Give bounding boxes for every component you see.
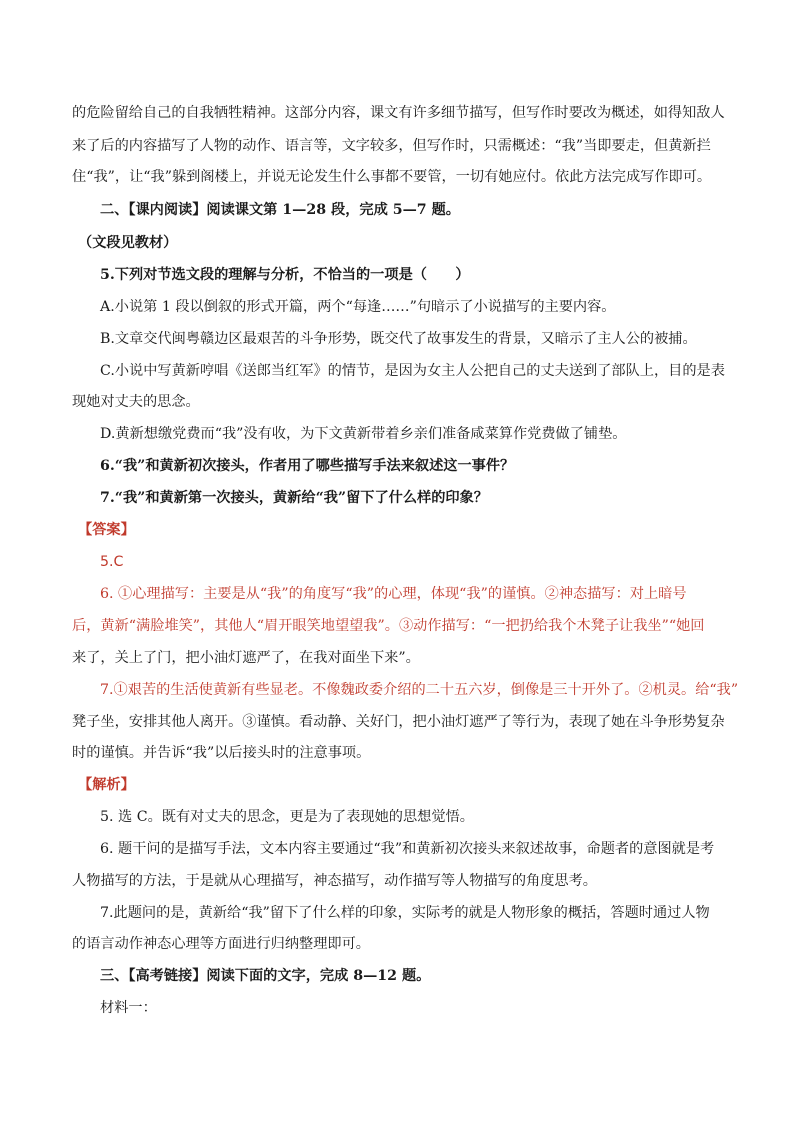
question-7: 7.“我”和黄新第一次接头，黄新给“我”留下了什么样的印象？ [100, 490, 488, 506]
section-heading: 三、【高考链接】阅读下面的文字，完成 8—12 题。 [100, 968, 431, 984]
paragraph-line: 来了后的内容描写了人物的动作、语言等，文字较多，但写作时，只需概述：“我”当即要走，但黄新拦 [72, 138, 711, 154]
answer-5: 5.C [100, 554, 124, 570]
answer-6-cont: 来了，关上了门，把小油灯遮严了，在我对面坐下来”。 [72, 650, 420, 666]
question-5: 5.下列对节选文段的理解与分析，不恰当的一项是（ ） [100, 267, 470, 283]
answer-heading: 【答案】 [78, 522, 135, 538]
question-6: 6.“我”和黄新初次接头，作者用了哪些描写手法来叙述这一事件？ [100, 458, 515, 474]
explanation-heading: 【解析】 [78, 777, 135, 793]
answer-7-cont: 凳子坐，安排其他人离开。③谨慎。看动静、关好门，把小油灯遮严了等行为，表现了她在斗争形势复杂 [72, 714, 725, 730]
answer-7: 7.①艰苦的生活使黄新有些显老。不像魏政委介绍的二十五六岁，倒像是三十开外了。②机灵。给“我” [100, 682, 739, 698]
explanation-7-cont: 的语言动作神态心理等方面进行归纳整理即可。 [72, 936, 370, 952]
excerpt-note: （文段见教材） [78, 235, 178, 251]
option-a: A.小说第 1 段以倒叙的形式开篇，两个“每逢……”句暗示了小说描写的主要内容。 [100, 299, 616, 315]
option-c-cont: 现她对丈夫的思念。 [72, 394, 200, 410]
explanation-6: 6. 题干问的是描写手法，文本内容主要通过“我”和黄新初次接头来叙述故事，命题者的意图就是考 [100, 841, 715, 857]
section-heading: 二、【课内阅读】阅读课文第 1—28 段，完成 5—7 题。 [100, 202, 460, 218]
answer-7-cont: 时的谨慎。并告诉“我”以后接头时的注意事项。 [72, 745, 371, 761]
option-b: B.文章交代闽粤赣边区最艰苦的斗争形势，既交代了故事发生的背景，又暗示了主人公的被捕。 [100, 331, 697, 347]
paragraph-line: 住“我”，让“我”躲到阁楼上，并说无论发生什么事都不要管，一切有她应付。依此方法完成写作即可。 [72, 169, 712, 185]
option-d: D.黄新想缴党费而“我”没有收，为下文黄新带着乡亲们准备咸菜算作党费做了铺垫。 [100, 426, 627, 442]
option-c: C.小说中写黄新哼唱《送郎当红军》的情节，是因为女主人公把自己的丈夫送到了部队上，目的是表 [100, 363, 725, 379]
material-label: 材料一： [100, 1000, 157, 1016]
answer-6: 6. ①心理描写：主要是从“我”的角度写“我”的心理，体现“我”的谨慎。②神态描写：对上暗号 [100, 586, 687, 602]
answer-6-cont: 后，黄新“满脸堆笑”，其他人“眉开眼笑地望望我”。③动作描写：“一把扔给我个木凳子让我坐”“她回 [72, 618, 705, 634]
paragraph-line: 的危险留给自己的自我牺牲精神。这部分内容，课文有许多细节描写，但写作时要改为概述，如得知敌人 [72, 105, 725, 121]
explanation-6-cont: 人物描写的方法，于是就从心理描写，神态描写，动作描写等人物描写的角度思考。 [72, 873, 597, 889]
explanation-5: 5. 选 C。既有对丈夫的思念，更是为了表现她的思想觉悟。 [100, 809, 474, 825]
explanation-7: 7.此题问的是，黄新给“我”留下了什么样的印象，实际考的就是人物形象的概括，答题时通过人物 [100, 905, 710, 921]
